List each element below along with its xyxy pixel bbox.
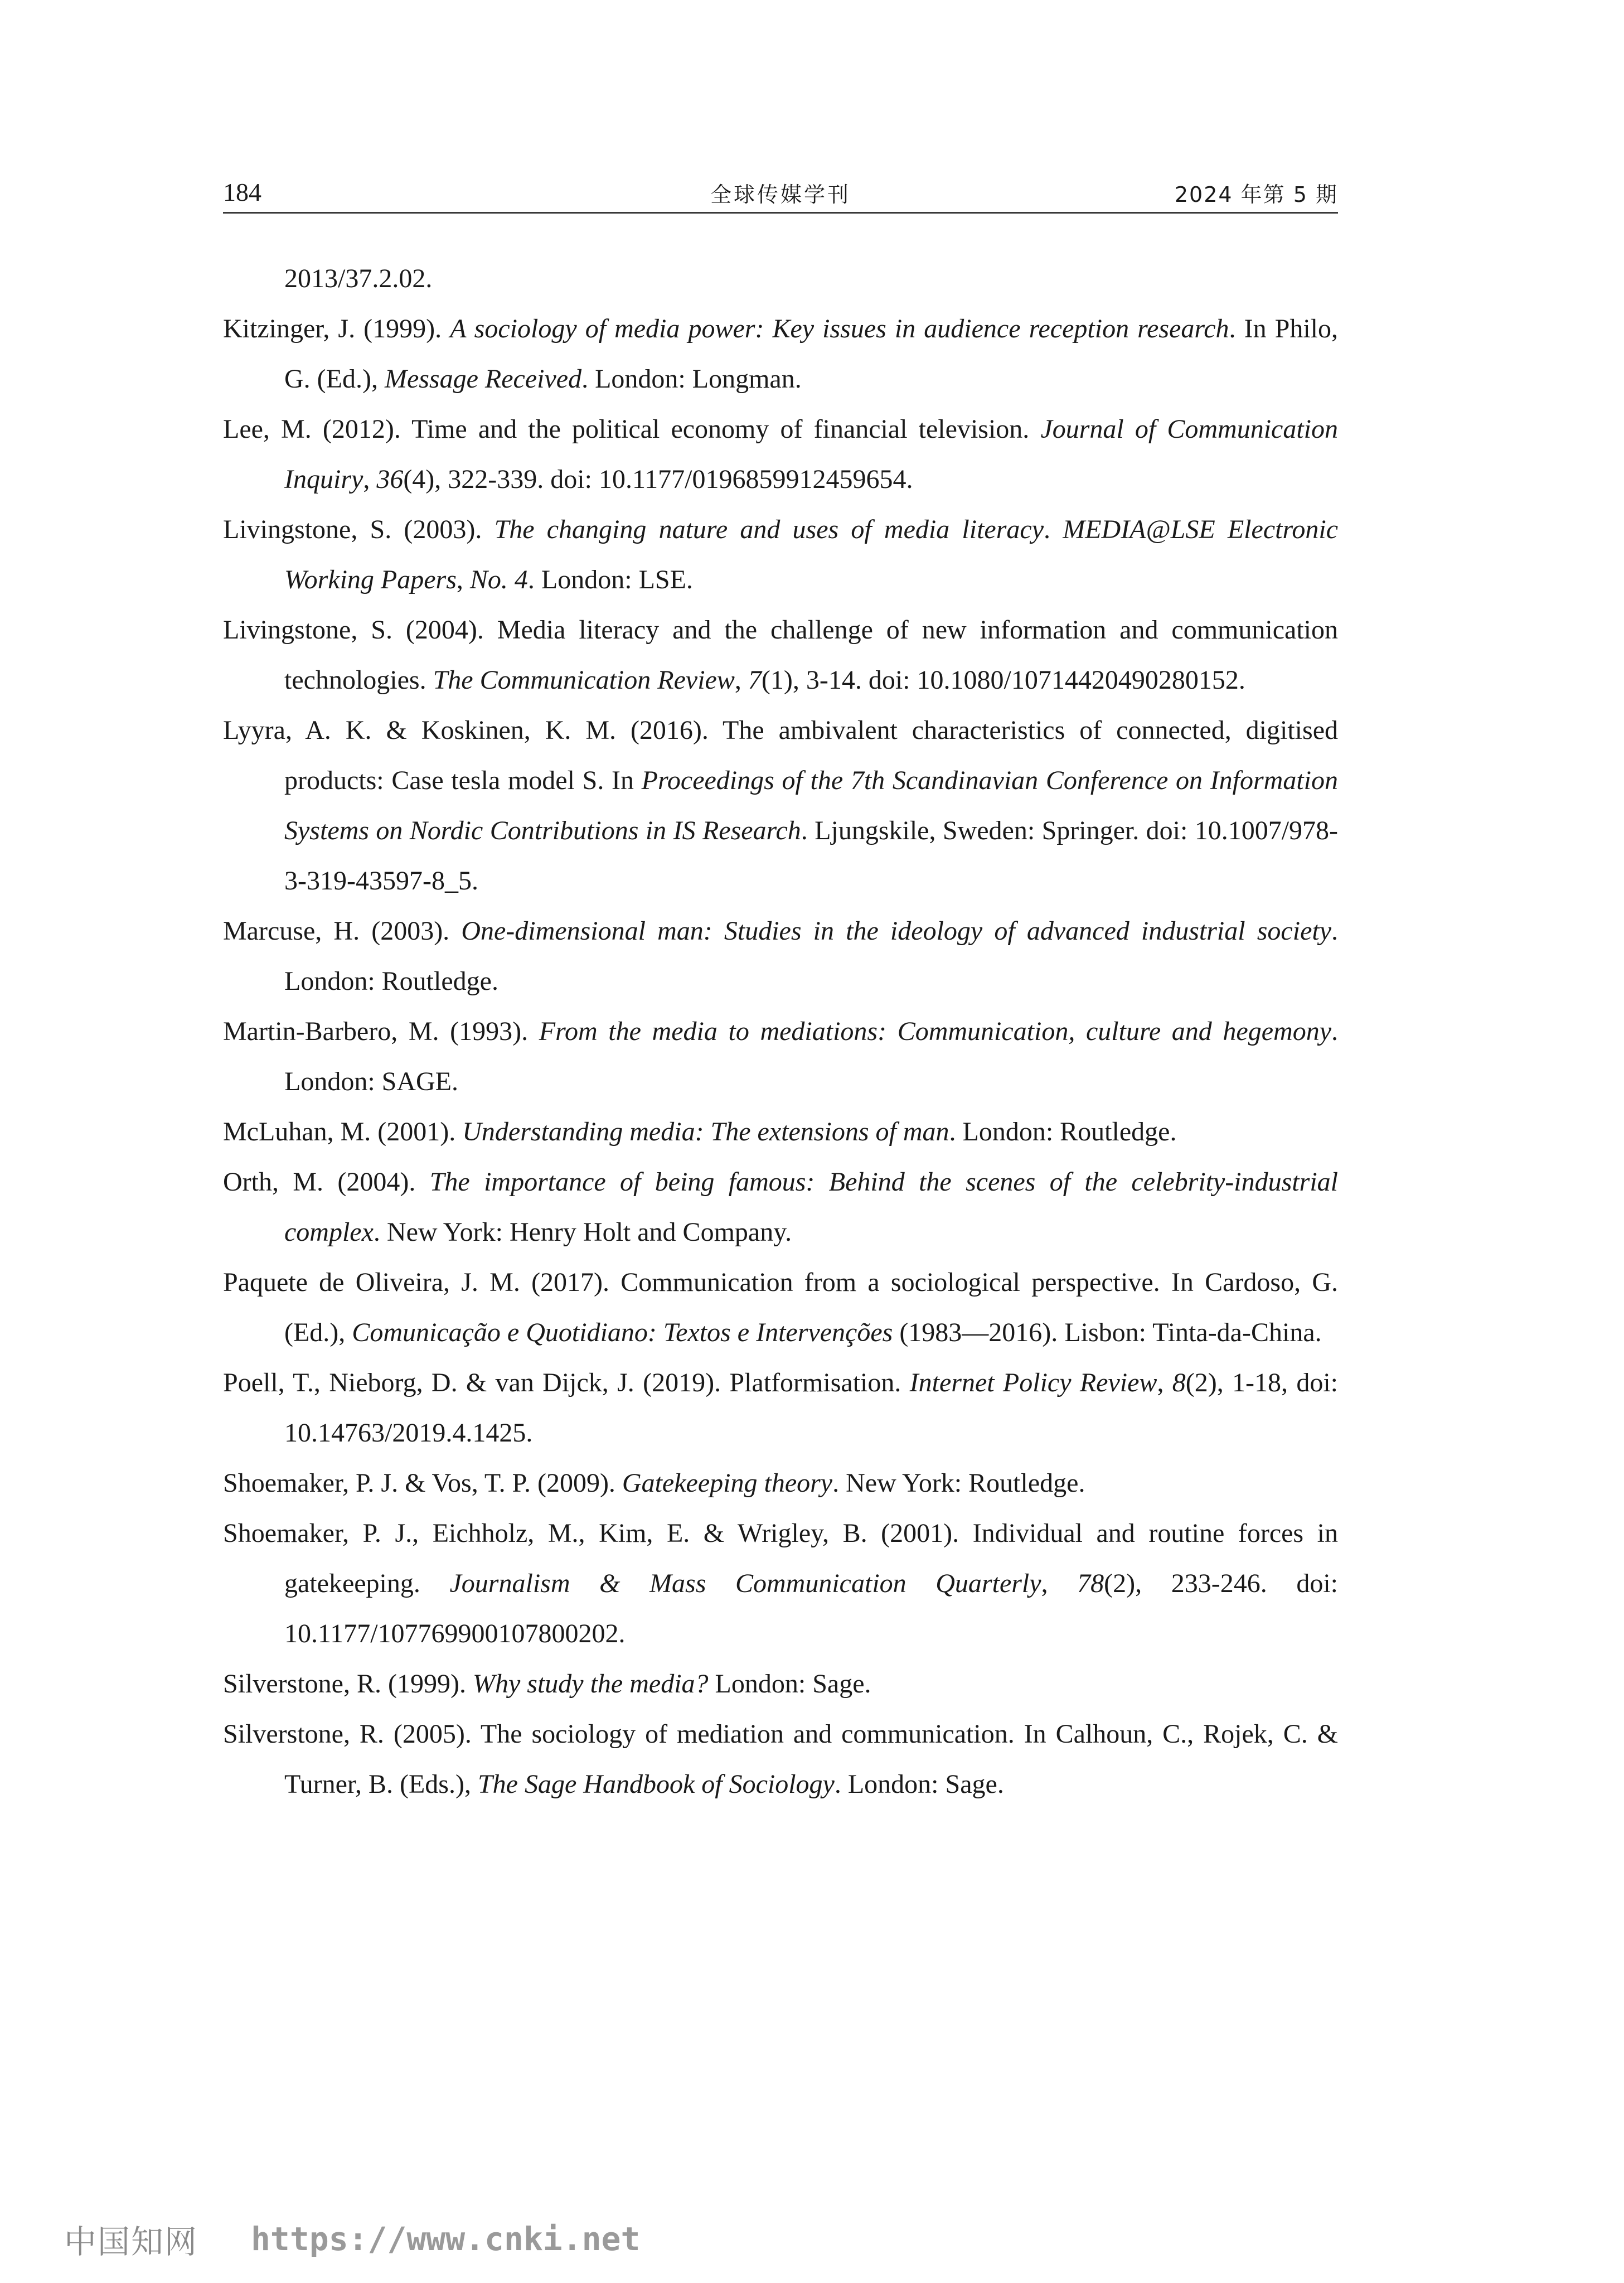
reference-entry-paquete [223, 1257, 1338, 1358]
reference-text: . Ljungskile, Sweden: Springer. doi: 10.1007/978-3-319-43597-8_5. [284, 816, 1339, 896]
reference-title-italic: The importance of being famous: Behind the scenes of the celebrity-industrial complex [284, 1167, 1338, 1247]
reference-text: , [1157, 1368, 1172, 1397]
running-header [223, 177, 1338, 214]
reference-entry-mcluhan [223, 1107, 1338, 1157]
reference-text: . London: Longman. [581, 364, 802, 394]
reference-text: (4), 322-339. doi: 10.1177/0196859912459654. [403, 465, 913, 494]
reference-entry-silverstone2005 [223, 1709, 1338, 1810]
watermark-cn-text: 中国知网 [64, 2223, 198, 2261]
reference-text: Shoemaker, P. J. & Vos, T. P. (2009). [223, 1468, 622, 1498]
reference-text: , [363, 465, 377, 494]
reference-title-italic: 78 [1077, 1569, 1104, 1598]
reference-text: Paquete de Oliveira, J. M. (2017). Communication from a sociological perspective. In Cardoso, G. (Ed.), [223, 1268, 1338, 1347]
reference-title-italic: Proceedings of the 7th Scandinavian Conference on Information Systems on Nordic Contributions in IS Research [284, 766, 1339, 845]
journal-title: 全球传媒学刊 [710, 182, 851, 207]
reference-title-italic: The changing nature and uses of media literacy [494, 515, 1044, 544]
reference-text: Martin-Barbero, M. (1993). [223, 1017, 539, 1046]
reference-text: Livingstone, S. (2003). [223, 515, 495, 544]
issue-label: 2024 年第 5 期 [1174, 182, 1338, 207]
reference-list [223, 254, 1338, 1810]
reference-title-italic: A sociology of media power: Key issues in audience reception research [450, 314, 1229, 344]
reference-text: , [734, 665, 748, 695]
reference-text: 2013/37.2.02. [284, 264, 433, 293]
reference-text: London: Sage. [708, 1669, 871, 1699]
reference-text: Poell, T., Nieborg, D. & van Dijck, J. (2019). Platformisation. [223, 1368, 910, 1397]
reference-title-italic: 8 [1172, 1368, 1186, 1397]
reference-entry-shoemaker2009 [223, 1458, 1338, 1508]
reference-text: . London: Routledge. [284, 916, 1339, 996]
reference-entry-cont [223, 254, 1338, 304]
reference-entry-kitzinger [223, 304, 1338, 404]
reference-title-italic: Internet Policy Review [909, 1368, 1157, 1397]
reference-text: . In Philo, G. (Ed.), [284, 314, 1338, 394]
reference-text: , [1041, 1569, 1078, 1598]
reference-text: Lyyra, A. K. & Koskinen, K. M. (2016). The ambivalent characteristics of connected, digitised products: Case tesla model S. In [223, 715, 1338, 795]
cnki-watermark [64, 2217, 640, 2261]
reference-title-italic: Comunicação e Quotidiano: Textos e Intervenções [352, 1318, 893, 1347]
reference-entry-orth [223, 1157, 1338, 1257]
reference-text: . New York: Henry Holt and Company. [373, 1217, 792, 1247]
page-number: 184 [223, 178, 261, 206]
reference-text: Orth, M. (2004). [223, 1167, 430, 1197]
reference-title-italic: Journalism & Mass Communication Quarterly [449, 1569, 1041, 1598]
reference-text: . New York: Routledge. [832, 1468, 1085, 1498]
reference-text: . London: SAGE. [284, 1017, 1339, 1096]
reference-text: , [456, 565, 470, 594]
reference-text: McLuhan, M. (2001). [223, 1117, 463, 1147]
reference-title-italic: Journal of Communication Inquiry [284, 414, 1339, 494]
reference-text: (1), 3-14. doi: 10.1080/10714420490280152. [761, 665, 1245, 695]
reference-entry-livingstone2004 [223, 605, 1338, 705]
reference-text: (2), 233-246. doi: 10.1177/107769900107800202. [284, 1569, 1339, 1648]
reference-text: Marcuse, H. (2003). [223, 916, 462, 946]
reference-text: Silverstone, R. (1999). [223, 1669, 473, 1699]
reference-entry-lyyra [223, 705, 1338, 906]
reference-title-italic: From the media to mediations: Communication, culture and hegemony [539, 1017, 1332, 1046]
reference-text: . London: LSE. [527, 565, 693, 594]
reference-text: Livingstone, S. (2004). Media literacy and the challenge of new information and communication technologies. [223, 615, 1338, 695]
reference-title-italic: One-dimensional man: Studies in the ideology of advanced industrial society [461, 916, 1332, 946]
reference-entry-marcuse [223, 906, 1338, 1007]
reference-title-italic: The Sage Handbook of Sociology [477, 1769, 835, 1799]
reference-text: (1983—2016). Lisbon: Tinta-da-China. [893, 1318, 1322, 1347]
reference-entry-livingstone2003 [223, 505, 1338, 605]
reference-entry-shoemaker2001 [223, 1508, 1338, 1659]
reference-title-italic: 36 [376, 465, 404, 494]
reference-title-italic: 7 [748, 665, 762, 695]
reference-title-italic: Understanding media: The extensions of man [462, 1117, 949, 1147]
reference-entry-silverstone1999 [223, 1659, 1338, 1709]
reference-text: Kitzinger, J. (1999). [223, 314, 450, 344]
reference-entry-poell [223, 1358, 1338, 1458]
reference-title-italic: The Communication Review [433, 665, 735, 695]
reference-text: . London: Sage. [834, 1769, 1004, 1799]
reference-entry-martin-barbero [223, 1007, 1338, 1107]
reference-text: . [1044, 515, 1063, 544]
reference-title-italic: Message Received [384, 364, 582, 394]
reference-title-italic: Why study the media? [472, 1669, 709, 1699]
watermark-url: https://www.cnki.net [251, 2220, 641, 2258]
reference-entry-lee [223, 404, 1338, 505]
reference-title-italic: Gatekeeping theory [622, 1468, 833, 1498]
reference-title-italic: MEDIA@LSE Electronic Working Papers [284, 515, 1338, 594]
reference-text: Silverstone, R. (2005). The sociology of mediation and communication. In Calhoun, C., Rojek, C. & Turner, B. (Eds.), [223, 1719, 1338, 1799]
reference-text: . London: Routledge. [949, 1117, 1177, 1147]
reference-text: Lee, M. (2012). Time and the political economy of financial television. [223, 414, 1041, 444]
reference-text: Shoemaker, P. J., Eichholz, M., Kim, E. & Wrigley, B. (2001). Individual and routine forces in gatekeeping. [223, 1518, 1338, 1598]
reference-title-italic: No. 4 [469, 565, 528, 594]
reference-text: (2), 1-18, doi: 10.14763/2019.4.1425. [284, 1368, 1338, 1448]
